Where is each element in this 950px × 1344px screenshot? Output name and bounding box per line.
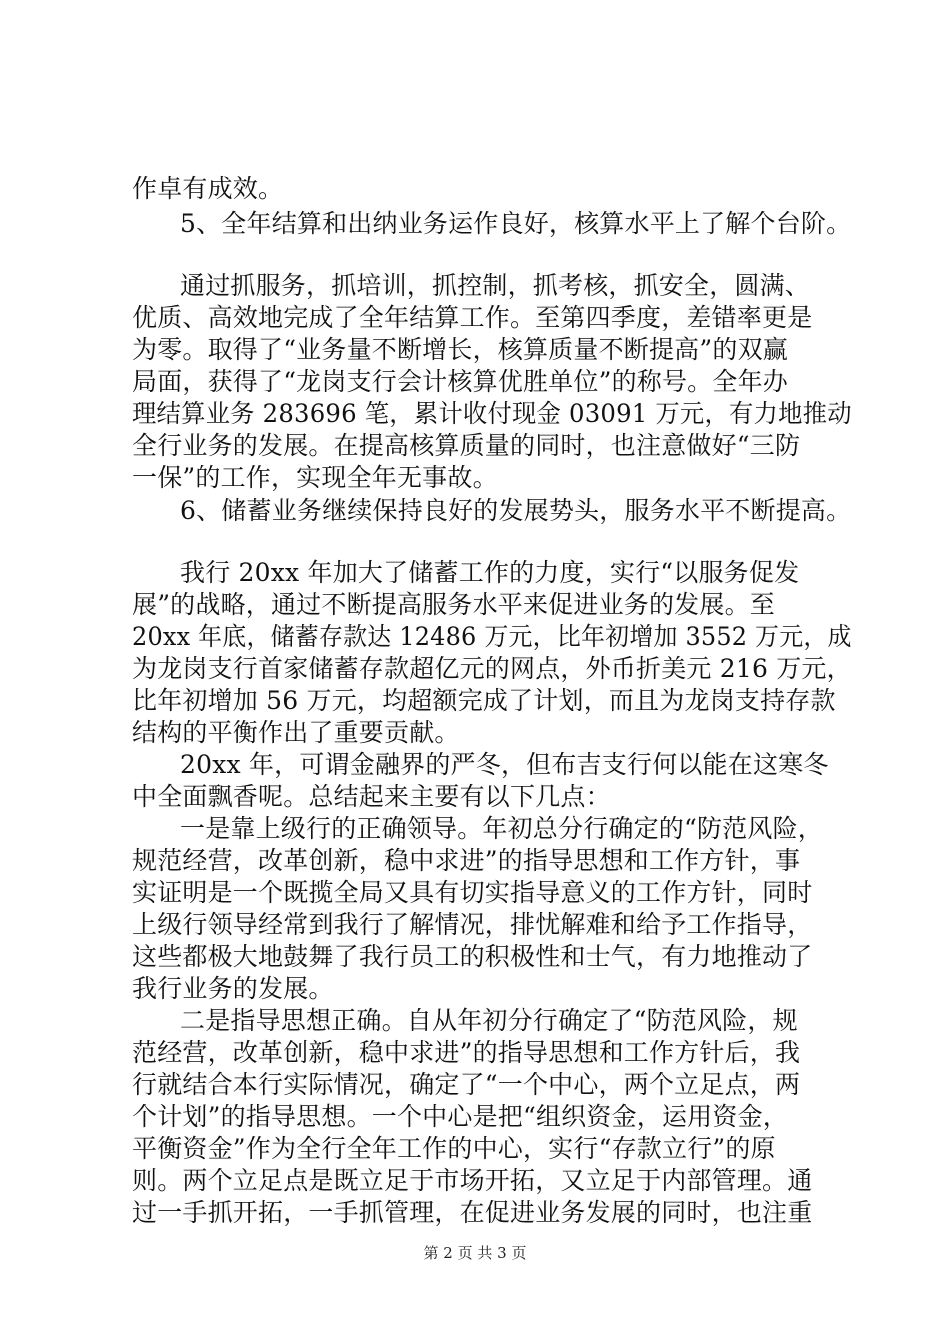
text-line: 通过抓服务，抓培训，抓控制，抓考核，抓安全，圆满、 <box>180 271 811 300</box>
text-line: 局面，获得了“龙岗支行会计核算优胜单位”的称号。全年办 <box>132 367 788 396</box>
page-footer <box>0 1243 950 1263</box>
text-line: 规范经营，改革创新，稳中求进”的指导思想和工作方针，事 <box>132 846 801 875</box>
text-line: 优质、高效地完成了全年结算工作。至第四季度，差错率更是 <box>132 303 813 332</box>
text-line: 为零。取得了“业务量不断增长，核算质量不断提高”的双赢 <box>132 335 788 364</box>
text-line: 则。两个立足点是既立足于市场开拓，又立足于内部管理。通 <box>132 1166 813 1195</box>
text-line: 比年初增加 56 万元，均超额完成了计划，而且为龙岗支持存款 <box>132 686 836 715</box>
text-line: 实证明是一个既揽全局又具有切实指导意义的工作方针，同时 <box>132 878 813 907</box>
text-line: 过一手抓开拓，一手抓管理，在促进业务发展的同时，也注重 <box>132 1198 813 1227</box>
text-line: 这些都极大地鼓舞了我行员工的积极性和士气，有力地推动了 <box>132 942 813 971</box>
text-line: 结构的平衡作出了重要贡献。 <box>132 718 460 747</box>
text-line: 20xx 年底，储蓄存款达 12486 万元，比年初增加 3552 万元，成 <box>132 622 852 651</box>
page-indicator: 第 2 页 共 3 页 <box>423 1244 527 1262</box>
text-line: 展”的战略，通过不断提高服务水平来促进业务的发展。至 <box>132 590 775 619</box>
text-line: 行就结合本行实际情况，确定了“一个中心，两个立足点，两 <box>132 1070 801 1099</box>
text-line: 一是靠上级行的正确领导。年初总分行确定的“防范风险， <box>180 814 823 843</box>
section-heading: 5、全年结算和出纳业务运作良好，核算水平上了解个台阶。 <box>180 209 852 238</box>
text-line: 我行 20xx 年加大了储蓄工作的力度，实行“以服务促发 <box>180 558 800 587</box>
text-line: 理结算业务 283696 笔，累计收付现金 03091 万元，有力地推动 <box>132 399 852 428</box>
text-line: 为龙岗支行首家储蓄存款超亿元的网点，外币折美元 216 万元， <box>132 654 852 683</box>
text-line: 全行业务的发展。在提高核算质量的同时，也注意做好“三防 <box>132 431 801 460</box>
text-line: 中全面飘香呢。总结起来主要有以下几点： <box>132 782 611 811</box>
text-line: 平衡资金”作为全行全年工作的中心，实行“存款立行”的原 <box>132 1134 776 1163</box>
text-line: 20xx 年，可谓金融界的严冬，但布吉支行何以能在这寒冬 <box>180 750 829 779</box>
text-line: 范经营，改革创新，稳中求进”的指导思想和工作方针后，我 <box>132 1038 801 1067</box>
text-line: 二是指导思想正确。自从年初分行确定了“防范风险，规 <box>180 1006 798 1035</box>
text-line: 上级行领导经常到我行了解情况，排忧解难和给予工作指导， <box>132 910 813 939</box>
text-line: 个计划”的指导思想。一个中心是把“组织资金，运用资金， <box>132 1102 788 1131</box>
text-line: 我行业务的发展。 <box>132 974 334 1003</box>
text-line: 一保”的工作，实现全年无事故。 <box>132 463 498 492</box>
section-heading: 6、储蓄业务继续保持良好的发展势头，服务水平不断提高。 <box>180 496 852 525</box>
text-line: 作卓有成效。 <box>132 174 284 203</box>
